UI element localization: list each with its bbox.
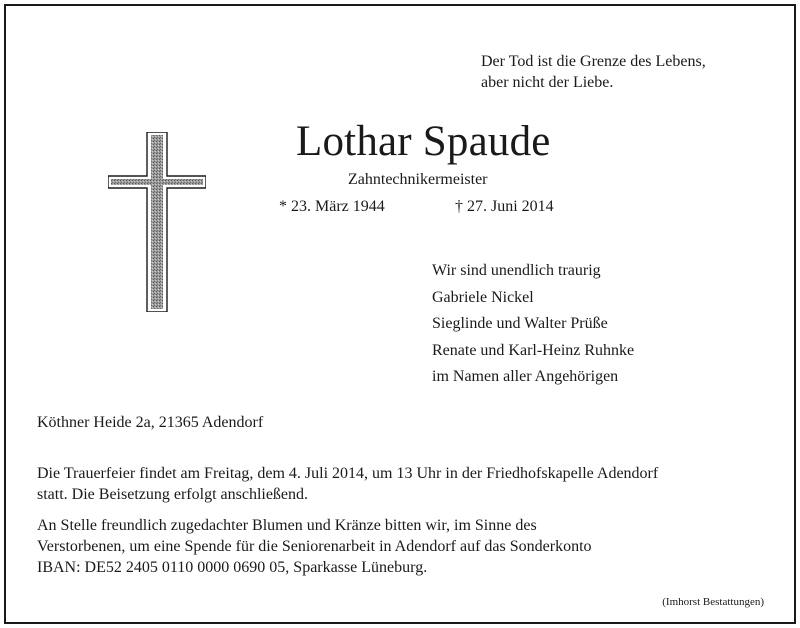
- funeral-info: [37, 463, 767, 505]
- mourners-list: [432, 258, 634, 391]
- mourner-line: Sieglinde und Walter Prüße: [432, 315, 608, 332]
- motto-quote: [481, 51, 706, 93]
- family-address: Köthner Heide 2a, 21365 Adendorf: [37, 414, 264, 431]
- motto-line-1: Der Tod ist die Grenze des Lebens,: [481, 53, 706, 70]
- donation-line-2: Verstorbenen, um eine Spende für die Seniorenarbeit in Adendorf auf das Sonderkonto: [37, 538, 592, 555]
- death-date: † 27. Juni 2014: [455, 198, 554, 215]
- undertaker-credit: (Imhorst Bestattungen): [662, 596, 764, 608]
- funeral-line-2: statt. Die Beisetzung erfolgt anschließend.: [37, 486, 309, 503]
- mourner-line: Wir sind unendlich traurig: [432, 262, 601, 279]
- deceased-name: Lothar Spaude: [296, 118, 551, 165]
- mourner-line: Gabriele Nickel: [432, 288, 534, 306]
- donation-info: [37, 515, 767, 578]
- donation-line-3: IBAN: DE52 2405 0110 0000 0690 05, Sparkasse Lüneburg.: [37, 559, 428, 576]
- profession: Zahntechnikermeister: [348, 171, 488, 188]
- latin-cross-icon: [108, 132, 206, 312]
- birth-date: * 23. März 1944: [279, 198, 385, 215]
- donation-line-1: An Stelle freundlich zugedachter Blumen und Kränze bitten wir, im Sinne des: [37, 517, 537, 534]
- funeral-line-1: Die Trauerfeier findet am Freitag, dem 4. Juli 2014, um 13 Uhr in der Friedhofskapelle Adendorf: [37, 465, 659, 482]
- motto-line-2: aber nicht der Liebe.: [481, 74, 614, 91]
- mourner-line: Renate und Karl-Heinz Ruhnke: [432, 341, 635, 359]
- mourner-line: im Namen aller Angehörigen: [432, 368, 619, 385]
